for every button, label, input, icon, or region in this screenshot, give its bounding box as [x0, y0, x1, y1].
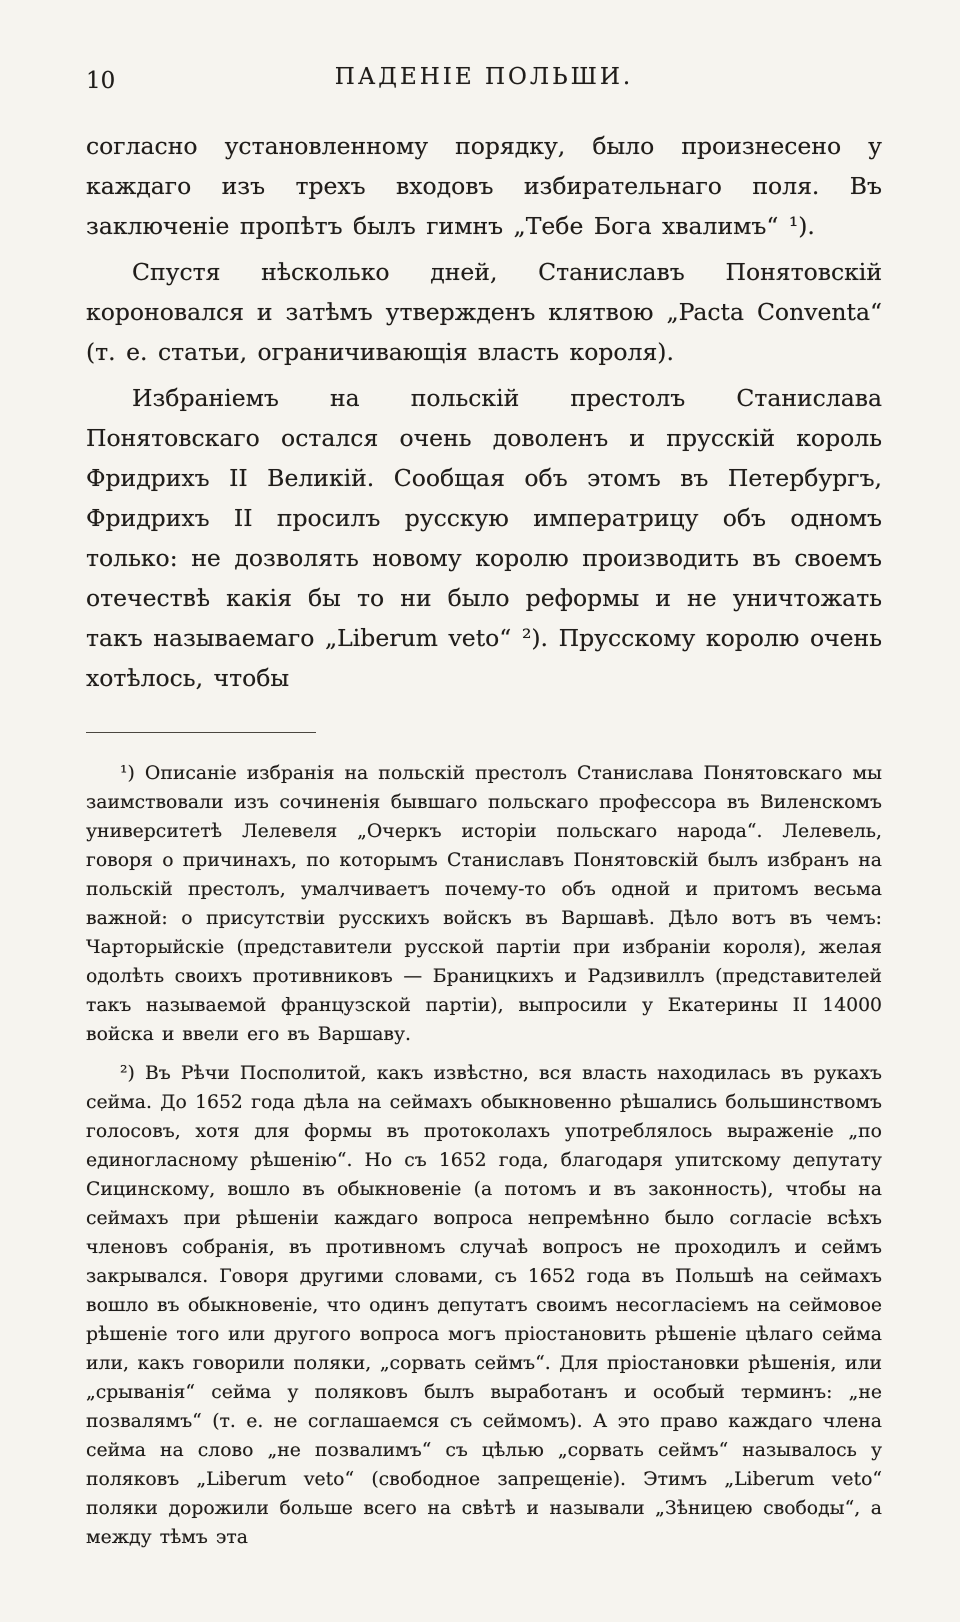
paragraph: Спустя нѣсколько дней, Станиславъ Понятовскій короновался и затѣмъ утвержденъ клятвою „Pacta Conventa“ (т. е. статьи, ограничивающія власть короля).: [86, 258, 882, 366]
footnote-2: ²) Въ Рѣчи Посполитой, какъ извѣстно, вся власть находилась въ рукахъ сейма. До 1652 года дѣла на сеймахъ обыкновенно рѣшались большинствомъ голосовъ, хотя для формы въ протоколахъ употреблялось выраженіе „по единогласному рѣшенію“. Но съ 1652 года, благодаря упитскому депутату Сицинскому, вошло въ обыкновеніе (а потомъ и въ законность), чтобы на сеймахъ при рѣшеніи каждаго вопроса непремѣнно было согласіе всѣхъ членовъ собранія, въ противномъ случаѣ вопросъ не проходилъ и сеймъ закрывался. Говоря другими словами, съ 1652 года въ Польшѣ на сеймахъ вошло въ обыкновеніе, что одинъ депутатъ своимъ несогласіемъ на сеймовое рѣшеніе того или другого вопроса могъ пріостановить рѣшеніе цѣлаго сейма или, какъ говорили поляки, „сорвать сеймъ“. Для пріостановки рѣшенія, или „срыванія“ сейма у поляковъ былъ выработанъ и особый терминъ: „не позвалямъ“ (т. е. не соглашаемся съ сеймомъ). А это право каждаго члена сейма на слово „не позвалимъ“ съ цѣлью „сорвать сеймъ“ называлось у поляковъ „Liberum veto“ (свободное запрещеніе). Этимъ „Liberum veto“ поляки дорожили больше всего на свѣтѣ и называли „Зѣницею свободы“, а между тѣмъ эта: [86, 1063, 882, 1548]
footnote-separator: [86, 732, 316, 733]
paragraph-continuation: согласно установленному порядку, было произнесено у каждаго изъ трехъ входовъ избирательнаго поля. Въ заключеніе пропѣтъ былъ гимнъ „Тебе Бога хвалимъ“ ¹).: [86, 132, 882, 240]
paragraph: Избраніемъ на польскій престолъ Станислава Понятовскаго остался очень доволенъ и прусскій король Фридрихъ II Великій. Сообщая объ этомъ въ Петербургъ, Фридрихъ II просилъ русскую императрицу объ одномъ только: не дозволять новому королю производить въ своемъ отечествѣ какія бы то ни было реформы и не уничтожать такъ называемаго „Liberum veto“ ²). Прусскому королю очень хотѣлось, чтобы: [86, 384, 882, 692]
page-header: [86, 64, 882, 104]
running-title: ПАДЕНІЕ ПОЛЬШИ.: [334, 64, 634, 90]
footnotes-block: [86, 759, 882, 1552]
page-number: 10: [86, 68, 116, 94]
main-text-block: [86, 126, 882, 698]
footnote-1: ¹) Описаніе избранія на польскій престолъ Станислава Понятовскаго мы заимствовали изъ сочиненія бывшаго польскаго профессора въ Виленскомъ университетѣ Лелевеля „Очеркъ исторіи польскаго народа“. Лелевель, говоря о причинахъ, по которымъ Станиславъ Понятовскій былъ избранъ на польскій престолъ, умалчиваетъ почему-то объ одной и притомъ весьма важной: о присутствіи русскихъ войскъ въ Варшавѣ. Дѣло вотъ въ чемъ: Чарторыйскіе (представители русской партіи при избраніи короля), желая одолѣть своихъ противниковъ — Браницкихъ и Радзивиллъ (представителей такъ называемой французской партіи), выпросили у Екатерины II 14000 войска и ввели его въ Варшаву.: [86, 763, 882, 1045]
